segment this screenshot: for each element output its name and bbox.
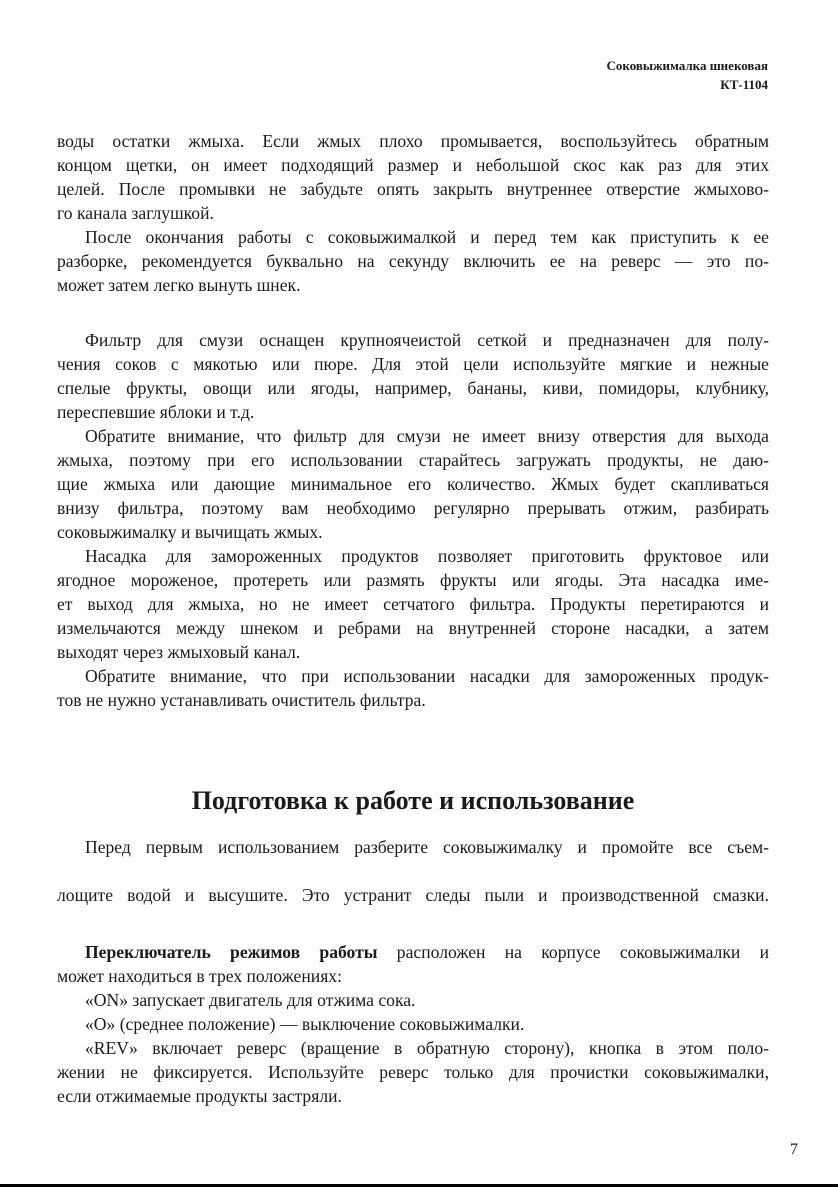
paragraph xyxy=(57,328,769,424)
paragraph xyxy=(57,225,769,297)
text-line: «REV» включает реверс (вращение в обратную сторону), кнопка в этом поло- xyxy=(85,1038,769,1058)
text-line: разборке, рекомендуется буквально на секунду включить ее на реверс — это по- xyxy=(57,251,769,271)
page-content xyxy=(57,129,769,1108)
text-line: воды остатки жмыха. Если жмых плохо промывается, воспользуйтесь обратным xyxy=(57,131,769,151)
text-line xyxy=(57,940,769,964)
text-line: измельчаются между шнеком и ребрами на внутренней стороне насадки, а затем xyxy=(57,618,769,638)
text-line: После окончания работы с соковыжималкой и перед тем как приступить к ее xyxy=(85,227,769,247)
paragraph xyxy=(57,424,769,544)
text-line: ягодное мороженое, протереть или размять фрукты или ягоды. Эта насадка име- xyxy=(57,570,769,590)
text-line: концом щетки, он имеет подходящий размер и небольшой скос как раз для этих xyxy=(57,155,769,175)
text-line: Обратите внимание, что фильтр для смузи не имеет внизу отверстия для выхода xyxy=(85,426,769,446)
text-line: тов не нужно устанавливать очиститель фильтра. xyxy=(57,690,426,710)
text-line: лощите водой и высушите. Это устранит следы пыли и производственной смазки. xyxy=(57,885,769,905)
page-number: 7 xyxy=(790,1141,798,1158)
bold-lead: Переключатель режимов работы xyxy=(85,942,378,962)
text-line: внизу фильтра, поэтому вам необходимо регулярно прерывать отжим, разбирать xyxy=(57,498,769,518)
text-line: соковыжималку и вычищать жмых. xyxy=(57,522,323,542)
text-line: спелые фрукты, овощи или ягоды, например, бананы, киви, помидоры, клубнику, xyxy=(57,378,769,398)
paragraph xyxy=(57,664,769,712)
paragraph xyxy=(57,835,769,907)
paragraph xyxy=(57,129,769,225)
paragraph xyxy=(57,940,769,988)
text-line: Насадка для замороженных продуктов позволяет приготовить фруктовое или xyxy=(85,546,769,566)
text-line: го канала заглушкой. xyxy=(57,203,214,223)
text-line: переспевшие яблоки и т.д. xyxy=(57,402,255,422)
bottom-rule xyxy=(0,1184,838,1187)
paragraph xyxy=(57,1036,769,1108)
mode-on-line: «ON» запускает двигатель для отжима сока. xyxy=(85,990,416,1010)
section-heading: Подготовка к работе и использование xyxy=(191,786,635,815)
paragraph xyxy=(57,544,769,664)
text-run: расположен на корпусе соковыжималки и xyxy=(377,942,769,962)
text-line: ет выход для жмыха, но не имеет сетчатого фильтра. Продукты перетираются и xyxy=(57,594,769,614)
text-line: Фильтр для смузи оснащен крупноячеистой сеткой и предназначен для полу- xyxy=(85,330,769,350)
text-line: Перед первым использованием разберите соковыжималку и промойте все съем- xyxy=(85,837,769,857)
text-line: может затем легко вынуть шнек. xyxy=(57,275,301,295)
running-header xyxy=(607,56,768,94)
text-line: чения соков с мякотью или пюре. Для этой цели используйте мягкие и нежные xyxy=(57,354,769,374)
text-line: может находиться в трех положениях: xyxy=(57,966,342,986)
text-line: если отжимаемые продукты застряли. xyxy=(57,1086,342,1106)
header-title: Соковыжималка шнековая xyxy=(606,58,768,73)
text-line: жении не фиксируется. Используйте реверс только для прочистки соковыжималки, xyxy=(57,1062,769,1082)
text-line: целей. После промывки не забудьте опять закрыть внутреннее отверстие жмыхово- xyxy=(57,179,769,199)
text-line: жмыха, поэтому при его использовании старайтесь загружать продукты, не даю- xyxy=(57,450,769,470)
header-model: КТ-1104 xyxy=(720,77,768,92)
mode-off-line: «O» (среднее положение) — выключение соковыжималки. xyxy=(85,1014,525,1034)
text-line xyxy=(57,859,769,883)
text-line: выходят через жмыховый канал. xyxy=(57,642,301,662)
text-line: Обратите внимание, что при использовании насадки для замороженных продук- xyxy=(85,666,769,686)
text-line: щие жмыха или дающие минимальное его количество. Жмых будет скапливаться xyxy=(57,474,769,494)
